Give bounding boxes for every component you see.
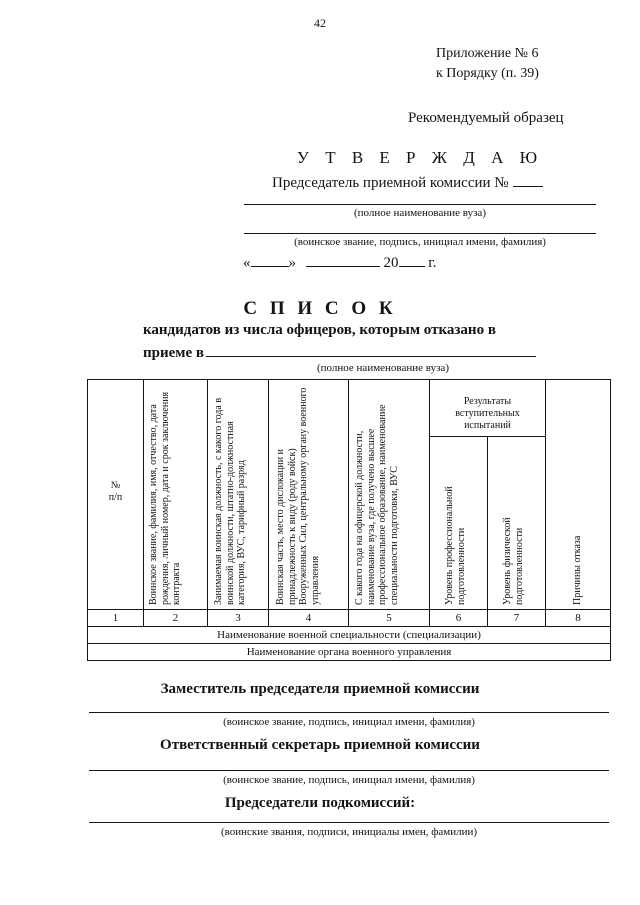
- header-number-text: № п/п: [108, 480, 123, 503]
- header-unit-text: Воинская часть, место дислокации и принадлежность к виду (роду войск) Вооруженных Сил, центральному органу военного управления: [275, 387, 321, 605]
- approval-university-caption: (полное наименование вуза): [354, 207, 486, 219]
- list-university-blank: [206, 342, 536, 357]
- secretary-signature-line: [89, 770, 609, 771]
- subcommission-signature-line: [89, 822, 609, 823]
- list-subtitle-line-2: [143, 342, 536, 362]
- list-subtitle-line-1: кандидатов из числа офицеров, которым отказано в: [143, 322, 496, 338]
- header-reason-text: Причины отказа: [572, 535, 583, 605]
- header-results-group-text: Результаты вступительных испытаний: [455, 396, 520, 431]
- list-university-caption: (полное наименование вуза): [317, 362, 449, 374]
- header-rank-text: Воинское звание, фамилия, имя, отчество, дата рождения, личный номер, дата и срок заключения контракта: [148, 391, 182, 605]
- num-cell-4: [268, 609, 349, 627]
- num-cell-5: [348, 609, 430, 627]
- approval-date: [243, 252, 436, 272]
- header-cell-physical: [487, 436, 546, 610]
- deputy-signature-line: [89, 712, 609, 713]
- num-6: 6: [455, 612, 462, 624]
- month-blank: [306, 252, 380, 267]
- row-specialty-text: Наименование военной специальности (специализации): [217, 629, 481, 641]
- header-cell-position: [207, 379, 269, 610]
- num-8: 8: [575, 612, 581, 624]
- date-suffix: г.: [428, 255, 437, 271]
- date-quote-open: «: [243, 255, 251, 271]
- list-subtitle-text: приеме в: [143, 345, 205, 361]
- approval-chair: [272, 172, 543, 192]
- num-cell-1: [87, 609, 144, 627]
- header-education-text: С какого года на офицерской должности, наименование вуза, где получено высшее профессиональное образование, наименование специальности подготовки, ВУС: [354, 404, 400, 605]
- num-3: 3: [235, 612, 241, 624]
- university-line: [244, 204, 596, 205]
- approval-signature-caption: (воинское звание, подпись, инициал имени, фамилия): [294, 236, 546, 248]
- header-position-text: Занимаемая воинская должность, с какого года в воинской должности, штатно-должностная категория, ВУС, тарифный разряд: [213, 397, 247, 605]
- appendix-line-1: Приложение № 6: [436, 46, 539, 61]
- page-number: 42: [314, 16, 326, 30]
- header-cell-results-group: [429, 379, 546, 437]
- deputy-caption: (воинское звание, подпись, инициал имени, фамилия): [223, 716, 475, 728]
- num-2: 2: [172, 612, 179, 624]
- commission-number-blank: [513, 172, 543, 187]
- num-4: 4: [305, 612, 312, 624]
- recommended-sample-label: Рекомендуемый образец: [408, 110, 564, 126]
- header-cell-unit: [268, 379, 349, 610]
- date-year-prefix: 20: [383, 255, 399, 271]
- subcommission-caption: (воинские звания, подписи, инициалы имен, фамилии): [220, 826, 478, 838]
- num-cell-6: [429, 609, 488, 627]
- header-physical-text: Уровень физической подготовленности: [502, 517, 525, 605]
- num-cell-7: [487, 609, 546, 627]
- num-7: 7: [513, 612, 520, 624]
- num-1: 1: [112, 612, 119, 624]
- secretary-caption: (воинское звание, подпись, инициал имени, фамилия): [223, 774, 475, 786]
- deputy-chair-title: Заместитель председателя приемной комиссии: [160, 681, 480, 697]
- header-cell-professional: [429, 436, 488, 610]
- row-governing-body: [87, 643, 611, 661]
- approval-chair-text: Председатель приемной комиссии №: [272, 175, 509, 191]
- date-quote-close: »: [288, 255, 296, 271]
- num-cell-2: [143, 609, 208, 627]
- header-cell-education: [348, 379, 430, 610]
- header-cell-number: [87, 379, 144, 610]
- appendix-note: [436, 44, 539, 84]
- subcommission-chairs-title: Председатели подкомиссий:: [224, 795, 416, 811]
- secretary-title: Ответственный секретарь приемной комиссии: [160, 737, 480, 753]
- num-5: 5: [386, 612, 392, 624]
- list-title: С П И С О К: [243, 298, 397, 319]
- header-cell-reason: [545, 379, 611, 610]
- row-governing-body-text: Наименование органа военного управления: [246, 646, 452, 658]
- signature-line: [244, 233, 596, 234]
- header-cell-rank: [143, 379, 208, 610]
- num-cell-8: [545, 609, 611, 627]
- approval-title: У Т В Е Р Ж Д А Ю: [296, 148, 544, 167]
- row-specialty: [87, 626, 611, 644]
- num-cell-3: [207, 609, 269, 627]
- year-blank: [399, 252, 425, 267]
- candidates-table: [87, 379, 611, 661]
- appendix-line-2: к Порядку (п. 39): [436, 66, 539, 81]
- day-blank: [251, 252, 289, 267]
- header-professional-text: Уровень профессиональной подготовленности: [444, 486, 467, 605]
